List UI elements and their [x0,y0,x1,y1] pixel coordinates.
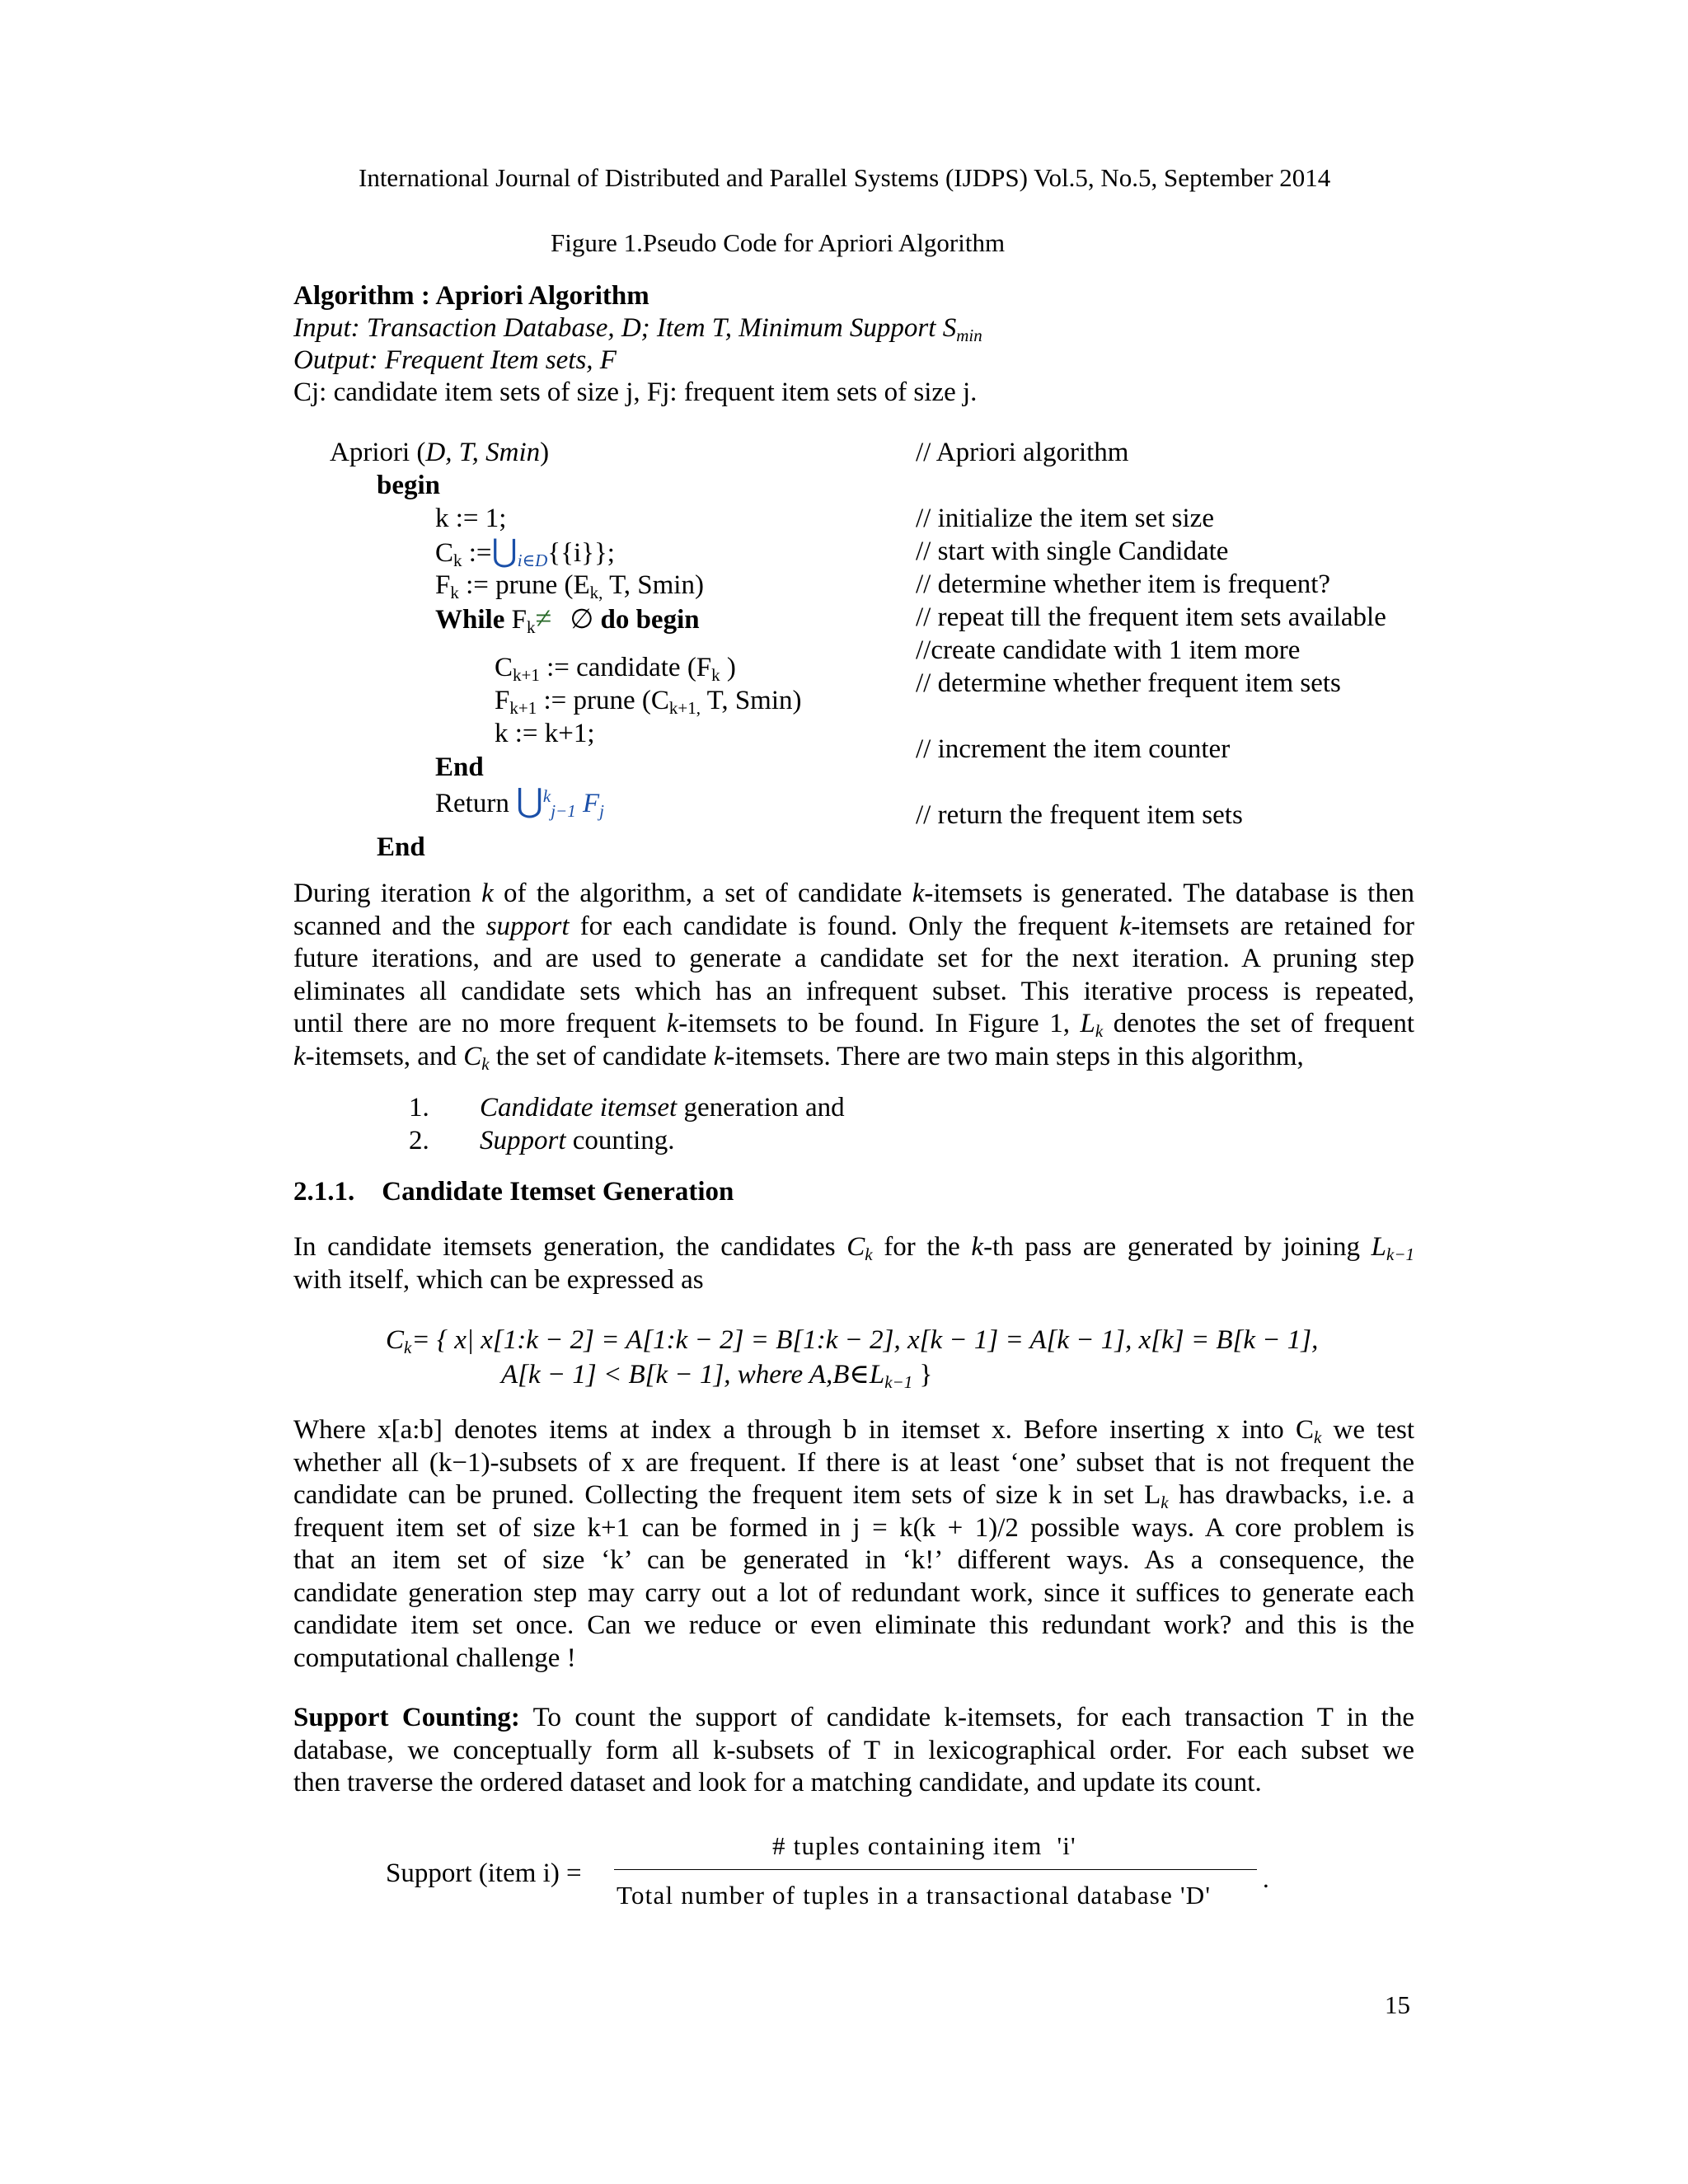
code-line-prune: $F_{k+1}$ := prune ($C_{k+1,}$ T, Smin) [495,686,802,718]
union-icon: ⋃ [491,534,518,569]
comment-apriori: // Apriori algorithm [916,438,1129,467]
code-line-fk-prune: $F_k$ := prune ($E_{k,}$ T, Smin) [435,570,704,602]
algorithm-title: Algorithm : Apriori Algorithm [293,281,649,311]
comment-increment: // increment the item counter [916,734,1231,764]
list-item: Support counting. [480,1126,675,1155]
list-item: 2. [409,1126,429,1155]
paragraph-support-counting: Support Counting: To count the support of candidate k-itemsets, for each transaction T in the database, we conceptually form all k-subsets of T in lexicographical order. For each subset we then traverse the ordered dataset and look for a matching candidate, and update its count. [293,1703,1414,1797]
comment-init-size: // initialize the item set size [916,504,1214,533]
figure-caption: Figure 1.Pseudo Code for Apriori Algorithm [551,228,1006,257]
union-icon: ⋃ [516,782,543,819]
algorithm-output: Output: Frequent Item sets, F [293,345,617,375]
list-item: Candidate itemset generation and [480,1093,845,1122]
code-line-candidate: $C_{k+1}$ := candidate ($F_k$ ) [495,653,736,685]
section-heading: 2.1.1. Candidate Itemset Generation [293,1177,734,1207]
algorithm-definitions: Cj: candidate item sets of size j, Fj: frequent item sets of size j. [293,377,978,407]
code-line-increment: k := k+1; [495,719,595,748]
support-formula-lhs: Support (item i) = [386,1858,582,1888]
code-line-while: While $F_k\ne$ ∅ do begin [435,602,700,637]
comment-create: //create candidate with 1 item more [916,635,1301,665]
code-line-k-init: k := 1; [435,504,507,533]
paragraph-iteration: During iteration k of the algorithm, a set of candidate k-itemsets is generated. The database is then scanned and the support for each candidate is found. Only the frequent k-itemsets are retained for future iterations, and are used to generate a candidate set for the next iteration. A pruning step eliminates all candidate sets which has an infrequent subset. This iterative process is repeated, until there are no more frequent k-itemsets to be found. In Figure 1, $L_k$ denotes the set of frequent k-itemsets, and $C_k$ the set of candidate k-itemsets. There are two main steps in this algorithm, [293,879,1415,1074]
join-formula-line1: $C_k=$ { x| x[1:k − 2] = A[1:k − 2] = B[1:k − 2], x[k − 1] = A[k − 1], x[k] = B[k − 1], [386,1325,1319,1357]
empty-set-icon: ∅ [570,605,594,635]
algorithm-input: Input: Transaction Database, D; Item T, Minimum Support $S_{min}$ [293,313,982,345]
fraction-bar [614,1869,1257,1870]
page-number: 15 [1385,1990,1410,2019]
code-line-apriori: Apriori (D, T, Smin) [330,438,550,467]
code-line-return: Return ⋃$^k_{j-1}$ $F_j$ [435,782,604,821]
support-formula-dot: . [1263,1864,1270,1893]
join-formula-line2: A[k − 1] < B[k − 1], where $A,B\in L_{k-1}$ } [501,1360,933,1392]
comment-determine: // determine whether frequent item sets [916,668,1341,698]
paragraph-candidate-generation: In candidate itemsets generation, the candidates $C_k$ for the k-th pass are generated by joining $L_{k-1}$ with itself, which can be expressed as [293,1232,1415,1295]
code-line-end-outer: End [377,832,425,862]
code-line-end-inner: End [435,752,484,782]
comment-single-candidate: // start with single Candidate [916,537,1229,566]
support-formula-numerator: # tuples containing item 'i' [772,1831,1076,1860]
comment-repeat: // repeat till the frequent item sets available [916,602,1386,632]
code-line-ck-init: $C_k$ $:=⋃_{i\in D}\{\{i\}\}$; [435,534,615,570]
comment-return: // return the frequent item sets [916,800,1243,830]
journal-header: International Journal of Distributed and Parallel Systems (IJDPS) Vol.5, No.5, September 2014 [359,163,1331,192]
comment-frequent: // determine whether item is frequent? [916,569,1331,599]
support-formula-denominator: Total number of tuples in a transactional database 'D' [617,1881,1212,1910]
list-item: 1. [409,1093,429,1122]
code-line-begin: begin [377,471,441,500]
paragraph-where: Where x[a:b] denotes items at index a through b in itemset x. Before inserting x into $C_k$ we test whether all (k−1)-subsets of x are frequent. If there is at least ‘one’ subset that is not frequent the candidate can be pruned. Collecting the frequent item sets of size k in set $L_k$ has drawbacks, i.e. a frequent item set of size k+1 can be formed in j = k(k + 1)/2 possible ways. A core problem is that an item set of size ‘k’ can be generated in ‘k!’ different ways. As a consequence, the candidate generation step may carry out a lot of redundant work, since it suffices to generate each candidate item set once. Can we reduce or even eliminate this redundant work? and this is the computational challenge ! [293,1415,1414,1673]
